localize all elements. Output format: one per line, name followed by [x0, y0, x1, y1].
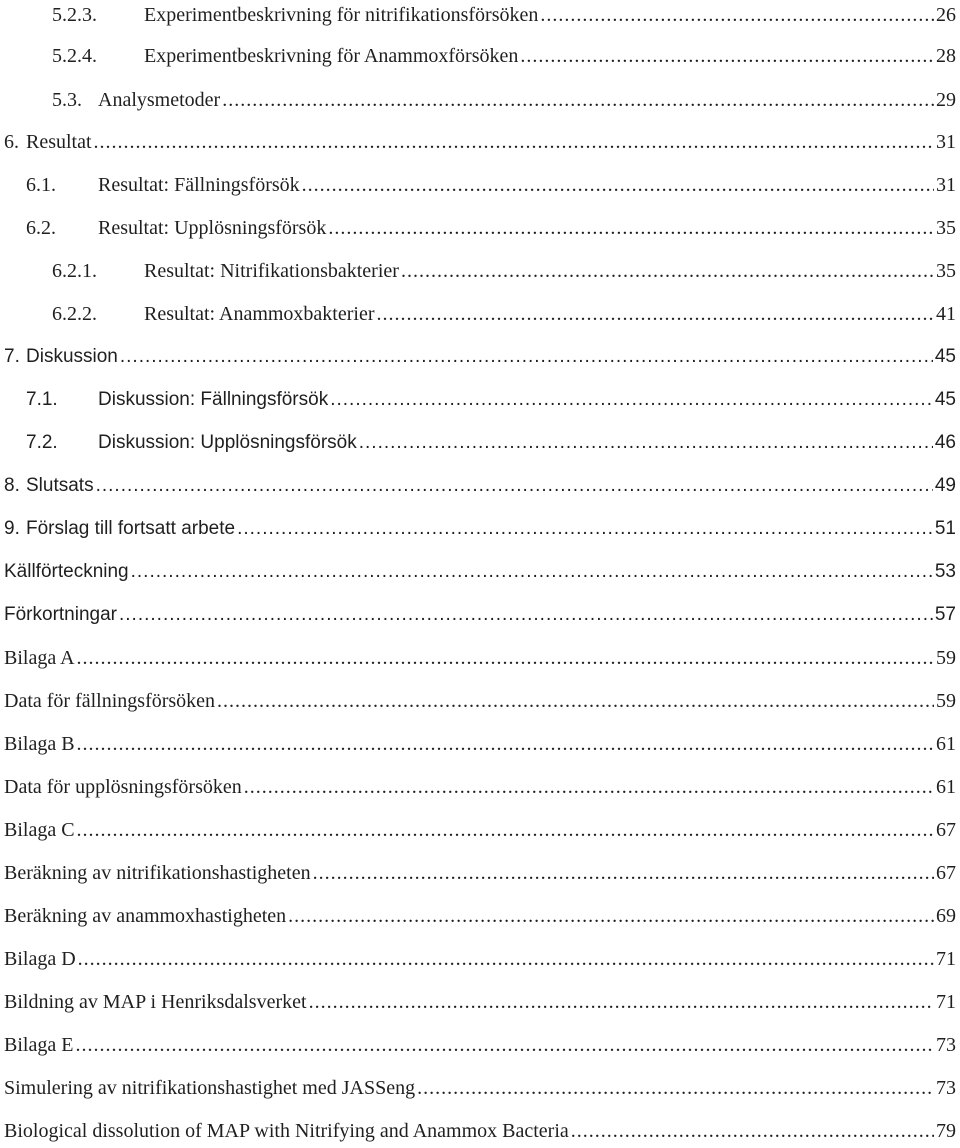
toc-entry[interactable]	[0, 645, 960, 675]
toc-entry-page-number: 31	[936, 131, 956, 153]
toc-entry[interactable]	[0, 903, 960, 933]
toc-entry-title: Data för fällningsförsöken	[4, 690, 216, 712]
toc-entry-page-number: 73	[936, 1077, 956, 1099]
toc-entry[interactable]	[0, 1032, 960, 1062]
toc-entry-number: 6.	[4, 131, 19, 153]
toc-entry[interactable]	[0, 430, 960, 460]
dot-leader	[288, 903, 934, 929]
toc-entry-title: Bildning av MAP i Henriksdalsverket	[4, 991, 307, 1013]
toc-entry-page-number: 53	[934, 561, 956, 582]
toc-entry-page-number: 61	[936, 733, 956, 755]
toc-entry-page-number: 61	[936, 776, 956, 798]
toc-entry[interactable]	[0, 860, 960, 890]
toc-entry-page-number: 29	[936, 89, 956, 111]
toc-entry[interactable]	[0, 731, 960, 761]
toc-entry-title: Bilaga B	[4, 733, 75, 755]
toc-entry[interactable]	[0, 473, 960, 503]
toc-entry[interactable]	[0, 516, 960, 546]
toc-entry-page-number: 71	[936, 948, 956, 970]
toc-entry-title: Resultat	[26, 131, 92, 153]
toc-entry[interactable]	[0, 172, 960, 202]
toc-entry-title: Diskussion	[26, 346, 118, 367]
dot-leader	[94, 129, 934, 155]
toc-entry[interactable]	[0, 688, 960, 718]
toc-entry-title: Bilaga A	[4, 647, 75, 669]
toc-entry-page-number: 73	[936, 1034, 956, 1056]
dot-leader	[77, 731, 934, 757]
toc-entry-title: Analysmetoder	[98, 89, 221, 111]
toc-entry[interactable]	[0, 129, 960, 159]
toc-entry-page-number: 67	[936, 862, 956, 884]
toc-entry-title: Diskussion: Fällningsförsök	[98, 389, 329, 410]
toc-entry-page-number: 31	[936, 174, 956, 196]
toc-entry-number: 7.1.	[26, 389, 58, 410]
dot-leader	[96, 473, 933, 499]
toc-entry-title: Slutsats	[26, 475, 94, 496]
dot-leader	[417, 1075, 934, 1101]
dot-leader	[217, 688, 934, 714]
dot-leader	[330, 387, 933, 413]
toc-entry-page-number: 28	[936, 45, 956, 67]
toc-entry[interactable]	[0, 43, 960, 73]
dot-leader	[309, 989, 934, 1015]
toc-entry-page-number: 57	[934, 604, 956, 625]
dot-leader	[359, 430, 933, 456]
toc-entry-number: 6.1.	[26, 174, 56, 196]
toc-entry[interactable]	[0, 946, 960, 976]
dot-leader	[540, 2, 934, 28]
toc-entry-title: Diskussion: Upplösningsförsök	[98, 432, 357, 453]
toc-entry-title: Resultat: Anammoxbakterier	[144, 303, 375, 325]
toc-entry-title: Simulering av nitrifikationshastighet med JASSeng	[4, 1077, 416, 1099]
toc-entry-number: 5.3.	[52, 89, 82, 111]
toc-entry[interactable]	[0, 215, 960, 245]
dot-leader	[237, 516, 933, 542]
toc-entry-page-number: 71	[936, 991, 956, 1013]
toc-entry-number: 6.2.2.	[52, 303, 97, 325]
toc-entry[interactable]	[0, 301, 960, 331]
dot-leader	[313, 860, 934, 886]
toc-entry-page-number: 45	[934, 346, 956, 367]
dot-leader	[75, 1032, 934, 1058]
toc-entry-number: 6.2.	[26, 217, 56, 239]
toc-entry-title: Resultat: Fällningsförsök	[98, 174, 300, 196]
dot-leader	[131, 559, 933, 585]
toc-entry-title: Bilaga E	[4, 1034, 74, 1056]
toc-entry-title: Förslag till fortsatt arbete	[26, 518, 236, 539]
toc-entry[interactable]	[0, 989, 960, 1019]
toc-entry-number: 9.	[4, 518, 20, 539]
toc-entry-page-number: 46	[934, 432, 956, 453]
dot-leader	[77, 645, 934, 671]
toc-entry-title: Förkortningar	[4, 604, 117, 625]
dot-leader	[328, 215, 934, 241]
toc-entry[interactable]	[0, 1118, 960, 1148]
toc-entry-page-number: 49	[934, 475, 956, 496]
dot-leader	[571, 1118, 934, 1144]
toc-entry-title: Resultat: Nitrifikationsbakterier	[144, 260, 399, 282]
toc-entry[interactable]	[0, 559, 960, 589]
toc-entry[interactable]	[0, 387, 960, 417]
dot-leader	[119, 602, 933, 628]
toc-entry[interactable]	[0, 817, 960, 847]
toc-entry-page-number: 69	[936, 905, 956, 927]
toc-entry-page-number: 51	[934, 518, 956, 539]
toc-entry-title: Källförteckning	[4, 561, 129, 582]
dot-leader	[222, 87, 934, 113]
toc-entry-page-number: 67	[936, 819, 956, 841]
toc-entry[interactable]	[0, 344, 960, 374]
toc-entry-number: 6.2.1.	[52, 260, 97, 282]
toc-entry-page-number: 79	[936, 1120, 956, 1142]
toc-entry-title: Beräkning av anammoxhastigheten	[4, 905, 287, 927]
toc-entry-title: Experimentbeskrivning för Anammoxförsöken	[144, 45, 519, 67]
toc-entry-title: Resultat: Upplösningsförsök	[98, 217, 327, 239]
dot-leader	[244, 774, 934, 800]
toc-entry-title: Data för upplösningsförsöken	[4, 776, 242, 798]
toc-entry-page-number: 59	[936, 647, 956, 669]
dot-leader	[401, 258, 934, 284]
toc-entry-number: 5.2.4.	[52, 45, 97, 67]
dot-leader	[78, 946, 934, 972]
toc-entry-title: Bilaga C	[4, 819, 75, 841]
toc-entry-page-number: 35	[936, 217, 956, 239]
toc-entry-number: 7.2.	[26, 432, 58, 453]
toc-entry-number: 7.	[4, 346, 20, 367]
dot-leader	[302, 172, 934, 198]
toc-entry[interactable]	[0, 2, 960, 32]
toc-entry-page-number: 45	[934, 389, 956, 410]
dot-leader	[520, 43, 934, 69]
dot-leader	[120, 344, 933, 370]
toc-entry-page-number: 41	[936, 303, 956, 325]
toc-entry[interactable]	[0, 87, 960, 117]
dot-leader	[377, 301, 935, 327]
toc-entry-title: Experimentbeskrivning för nitrifikationsförsöken	[144, 4, 539, 26]
toc-entry-page-number: 59	[936, 690, 956, 712]
toc-entry-page-number: 26	[936, 4, 956, 26]
toc-entry-title: Biological dissolution of MAP with Nitrifying and Anammox Bacteria	[4, 1120, 569, 1142]
toc-entry-number: 5.2.3.	[52, 4, 97, 26]
toc-entry[interactable]	[0, 258, 960, 288]
toc-entry[interactable]	[0, 1075, 960, 1105]
toc-entry-page-number: 35	[936, 260, 956, 282]
toc-entry-title: Bilaga D	[4, 948, 76, 970]
toc-entry[interactable]	[0, 602, 960, 632]
toc-entry-title: Beräkning av nitrifikationshastigheten	[4, 862, 311, 884]
toc-entry-number: 8.	[4, 475, 20, 496]
toc-entry[interactable]	[0, 774, 960, 804]
dot-leader	[77, 817, 934, 843]
